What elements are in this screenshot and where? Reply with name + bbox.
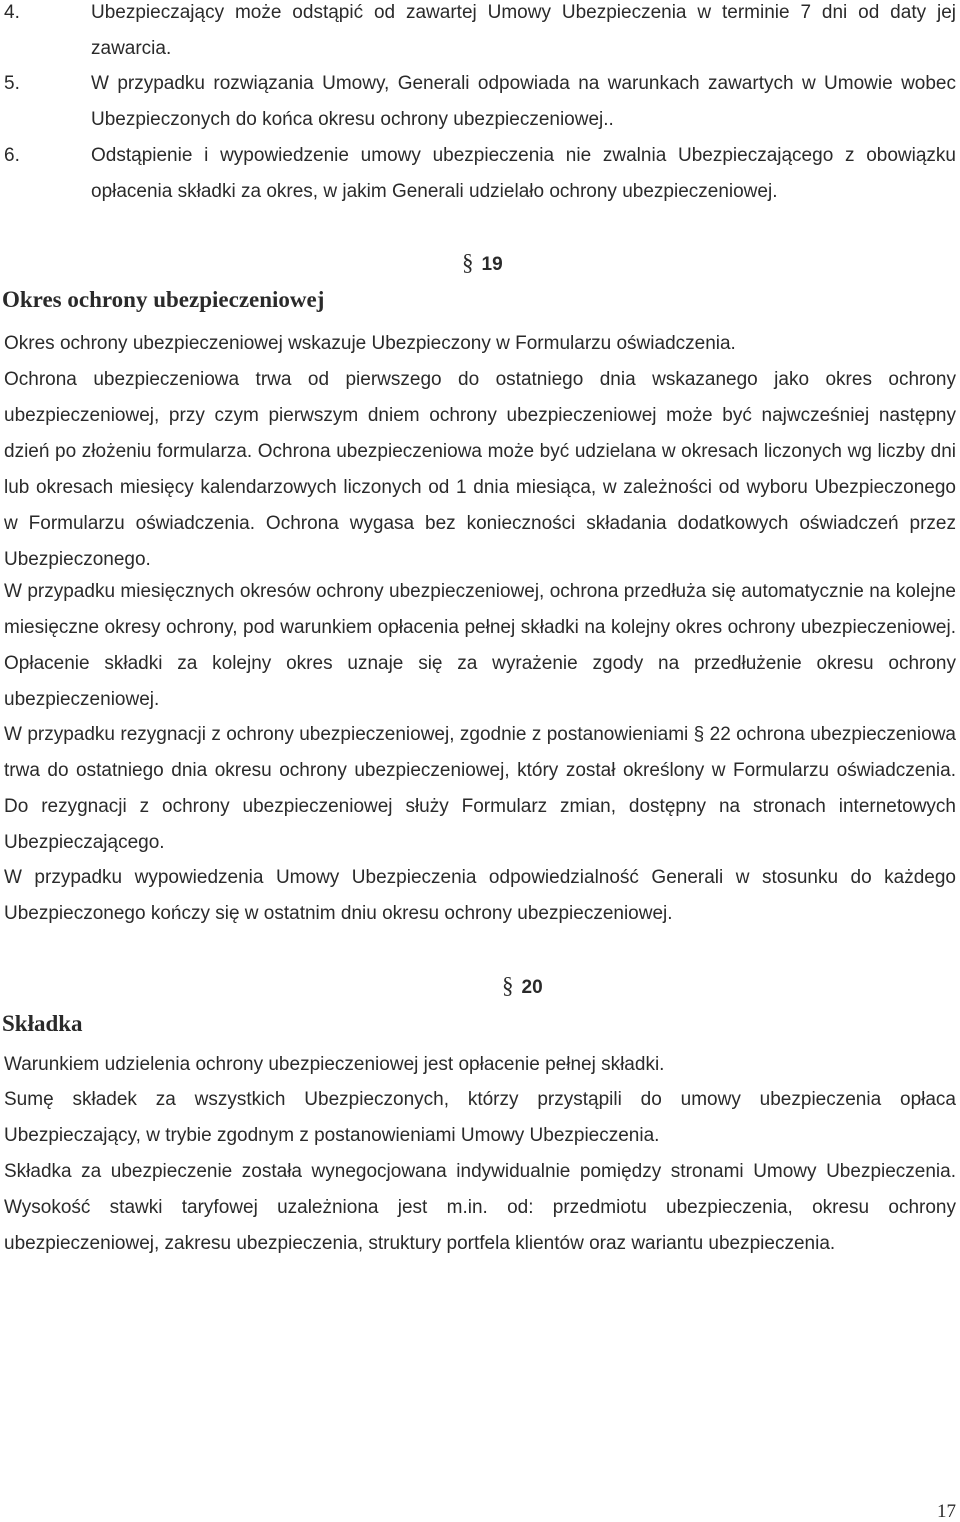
section-heading: Składka	[2, 1011, 83, 1036]
list-item-number: 4.	[4, 2, 20, 23]
list-item-number: 5.	[4, 73, 20, 94]
section-paragraph: Warunkiem udzielenia ochrony ubezpieczeniowej jest opłacenie pełnej składki.	[4, 1054, 665, 1075]
section-paragraph: W przypadku rezygnacji z ochrony ubezpieczeniowej, zgodnie z postanowieniami § 22 ochrona ubezpieczeniowa trwa do ostatniego dnia okresu ochrony ubezpieczeniowej, który został określony w Formularzu oświadczenia. Do rezygnacji z ochrony ubezpieczeniowej służy Formularz zmian, dostępny na stronach internetowych Ubezpieczającego.	[4, 724, 956, 853]
section-heading: Okres ochrony ubezpieczeniowej	[2, 287, 325, 312]
section-paragraph: W przypadku miesięcznych okresów ochrony ubezpieczeniowej, ochrona przedłuża się automatycznie na kolejne miesięczne okresy ochrony, pod warunkiem opłacenia pełnej składki na kolejny okres ochrony ubezpieczeniowej. Opłacenie składki za kolejny okres uznaje się za wyrażenie zgody na przedłużenie okresu ochrony ubezpieczeniowej.	[4, 581, 956, 710]
section-number-19	[462, 251, 503, 277]
section-number-20	[502, 974, 543, 1000]
section-paragraph: Składka za ubezpieczenie została wynegocjowana indywidualnie pomiędzy stronami Umowy Ubezpieczenia. Wysokość stawki taryfowej uzależniona jest m.in. od: przedmiotu ubezpieczenia, okresu ochrony ubezpieczeniowej, zakresu ubezpieczenia, struktury portfela klientów oraz wariantu ubezpieczenia.	[4, 1161, 956, 1254]
section-symbol: §	[502, 973, 514, 998]
section-paragraph: Sumę składek za wszystkich Ubezpieczonych, którzy przystąpili do umowy ubezpieczenia opłaca Ubezpieczający, w trybie zgodnym z postanowieniami Umowy Ubezpieczenia.	[4, 1089, 956, 1146]
list-item-text: Odstąpienie i wypowiedzenie umowy ubezpieczenia nie zwalnia Ubezpieczającego z obowiązku opłacenia składki za okres, w jakim Generali udzielało ochrony ubezpieczeniowej.	[91, 145, 956, 202]
section-paragraph: Ochrona ubezpieczeniowa trwa od pierwszego do ostatniego dnia wskazanego jako okres ochrony ubezpieczeniowej, przy czym pierwszym dniem ochrony ubezpieczeniowej może być najwcześniej następny dzień po złożeniu formularza. Ochrona ubezpieczeniowa może być udzielana w okresach liczonych wg liczby dni lub okresach miesięcy kalendarzowych liczonych od 1 dnia miesiąca, w zależności od wyboru Ubezpieczonego w Formularzu oświadczenia. Ochrona wygasa bez konieczności składania dodatkowych oświadczeń przez Ubezpieczonego.	[4, 369, 956, 570]
section-paragraph: W przypadku wypowiedzenia Umowy Ubezpieczenia odpowiedzialność Generali w stosunku do każdego Ubezpieczonego kończy się w ostatnim dniu okresu ochrony ubezpieczeniowej.	[4, 867, 956, 924]
section-number: 19	[481, 254, 503, 275]
section-symbol: §	[462, 250, 474, 275]
list-item-number: 6.	[4, 145, 20, 166]
list-item-text: Ubezpieczający może odstąpić od zawartej Umowy Ubezpieczenia w terminie 7 dni od daty jej zawarcia.	[91, 2, 956, 59]
section-paragraph: Okres ochrony ubezpieczeniowej wskazuje Ubezpieczony w Formularzu oświadczenia.	[4, 333, 736, 354]
section-number: 20	[521, 977, 543, 998]
page-number: 17	[937, 1501, 956, 1522]
list-item-text: W przypadku rozwiązania Umowy, Generali odpowiada na warunkach zawartych w Umowie wobec Ubezpieczonych do końca okresu ochrony ubezpieczeniowej..	[91, 73, 956, 130]
